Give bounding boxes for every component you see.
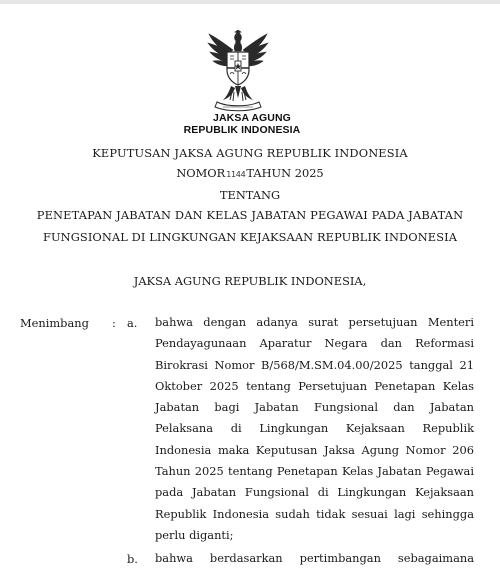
issuer-name: JAKSA AGUNG: [213, 112, 291, 124]
item-marker-a: a.: [127, 316, 138, 330]
decree-number: [0, 166, 500, 180]
garuda-emblem-icon: [205, 30, 271, 112]
about-subject-line-2: FUNGSIONAL DI LINGKUNGAN KEJAKSAAN REPUBLIK INDONESIA: [42, 230, 458, 244]
paragraph-line: Indonesia maka Keputusan Jaksa Agung Nomor 206: [155, 442, 474, 457]
number-suffix: TAHUN 2025: [246, 166, 324, 180]
addressee: JAKSA AGUNG REPUBLIK INDONESIA,: [133, 274, 367, 288]
paragraph-line: Oktober 2025 tentang Persetujuan Penetapan Kelas: [155, 378, 474, 393]
about-label: TENTANG: [219, 188, 281, 202]
considering-item-b: [155, 548, 474, 569]
issuer-country: REPUBLIK INDONESIA: [183, 124, 301, 136]
paragraph-line: Tahun 2025 tentang Penetapan Kelas Jabatan Pegawai: [155, 464, 474, 479]
paragraph-line: Birokrasi Nomor B/568/M.SM.04.00/2025 tanggal 21: [155, 357, 474, 372]
about-subject-line-1: PENETAPAN JABATAN DAN KELAS JABATAN PEGAWAI PADA JABATAN: [36, 208, 464, 222]
paragraph-line: Pendayagunaan Aparatur Negara dan Reformasi: [155, 336, 474, 351]
considering-item-a: [155, 312, 474, 546]
number-value: 1144: [226, 170, 246, 179]
paragraph-line: bahwa berdasarkan pertimbangan sebagaimana: [155, 551, 474, 565]
paragraph-line: Jabatan bagi Jabatan Fungsional dan Jabatan: [155, 400, 474, 415]
top-edge: [0, 0, 500, 4]
paragraph-line: bahwa dengan adanya surat persetujuan Menteri: [155, 315, 474, 329]
considering-colon: :: [112, 316, 116, 330]
number-prefix: NOMOR: [176, 166, 226, 180]
paragraph-line: Pelaksana di Lingkungan Kejaksaan Republik: [155, 421, 474, 436]
decree-title: KEPUTUSAN JAKSA AGUNG REPUBLIK INDONESIA: [92, 146, 408, 160]
item-marker-b: b.: [127, 552, 138, 566]
paragraph-line: Republik Indonesia sudah tidak sesuai lagi sehingga: [155, 506, 474, 521]
paragraph-line: pada Jabatan Fungsional di Lingkungan Kejaksaan: [155, 485, 474, 500]
considering-label: Menimbang: [20, 316, 89, 330]
paragraph-line: perlu diganti;: [155, 527, 234, 542]
